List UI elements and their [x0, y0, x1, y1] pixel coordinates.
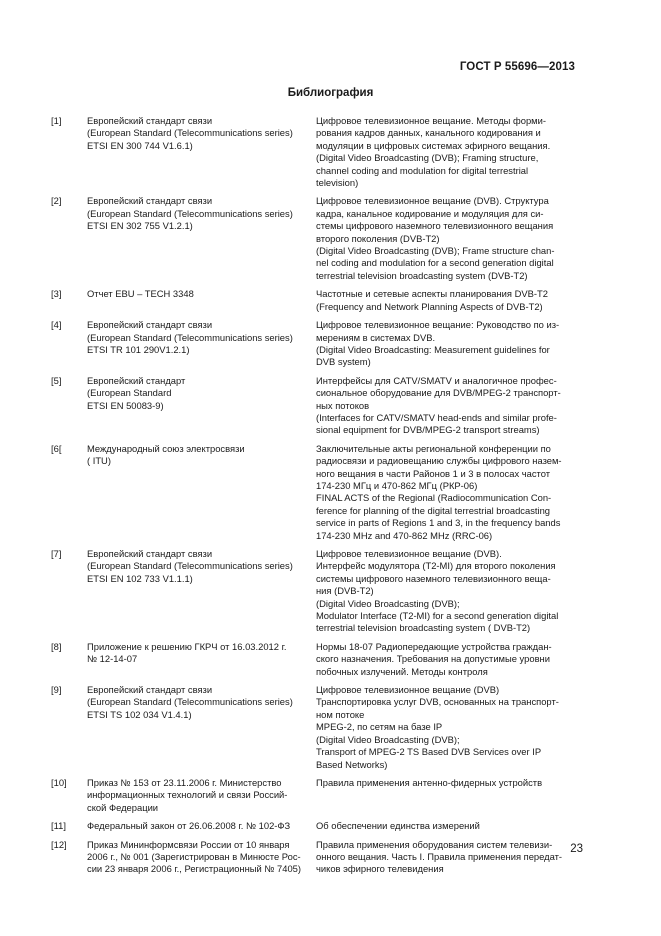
entry-description [315, 443, 581, 542]
entry-description-line: terrestrial television broadcasting system ( DVB-T2) [316, 622, 531, 634]
entry-description-line: кадра, канальное кодирование и модуляция для си- [316, 207, 544, 219]
entry-description-line: television) [316, 177, 359, 189]
entry-source-line: ETSI EN 50083-9) [87, 399, 164, 411]
entry-source-line: (European Standard (Telecommunications series) [87, 127, 293, 139]
bibliography-entry [51, 839, 581, 876]
entry-source [87, 115, 315, 189]
entry-description-line: Об обеспечении единства измерений [316, 820, 480, 832]
entry-description-line: (Digital Video Broadcasting (DVB); Frame structure chan- [316, 245, 555, 257]
entry-source-line: ской Федерации [87, 801, 159, 813]
entry-description-line: FINAL ACTS of the Regional (Radiocommunication Con- [316, 492, 552, 504]
entry-description-line: Интерфейсы для CATV/SMATV и аналогичное профес- [316, 374, 557, 386]
entry-description [315, 548, 581, 635]
entry-source-line: Европейский стандарт [87, 374, 186, 386]
entry-description [315, 195, 581, 282]
entry-description-line: service in parts of Regions 1 and 3, in the frequency bands [316, 517, 561, 529]
entry-source-line: (European Standard (Telecommunications series) [87, 696, 293, 708]
entry-number: [11] [51, 820, 66, 832]
entry-description-line: Заключительные акты региональной конференции по [316, 442, 551, 454]
entry-number: [1] [51, 115, 62, 126]
entry-description-line: Нормы 18-07 Радиопередающие устройства граждан- [316, 640, 552, 652]
entry-source-line: ETSI TS 102 034 V1.4.1) [87, 708, 192, 720]
bibliography-entry [51, 319, 581, 369]
entry-description-line: nel coding and modulation for a second generation digital [316, 257, 554, 269]
entry-description-line: Based Networks) [316, 758, 388, 770]
entry-source [87, 195, 315, 282]
entry-number: [12] [51, 838, 67, 850]
entry-number: [6[ [51, 442, 62, 454]
entry-source [87, 641, 315, 678]
entry-description-line: Цифровое телевизионное вещание. Методы форми- [316, 115, 546, 126]
entry-number: [9] [51, 684, 62, 696]
entry-description-line: ния (DVB-T2) [316, 585, 374, 597]
entry-description-line: DVB system) [316, 356, 371, 368]
entry-description-line: Правила применения антенно-фидерных устройств [316, 776, 543, 788]
entry-source-line: (European Standard (Telecommunications series) [87, 207, 293, 219]
entry-source-line: ( ITU) [87, 455, 111, 467]
entry-source-line: Европейский стандарт связи [87, 115, 213, 126]
bibliography-entry [51, 195, 581, 282]
entry-description-line: чиков эфирного телевидения [316, 863, 444, 875]
entry-number: [5] [51, 374, 62, 386]
entry-description [315, 375, 581, 437]
entry-description-line: (Frequency and Network Planning Aspects of DVB-T2) [316, 300, 543, 312]
entry-description [315, 115, 581, 189]
entry-description-line: (Digital Video Broadcasting (DVB); Framing structure, [316, 152, 539, 164]
bibliography-entry [51, 820, 581, 832]
entry-source [87, 839, 315, 876]
entry-source [87, 548, 315, 635]
bibliography-entry [51, 288, 581, 313]
entry-source-line: Европейский стандарт связи [87, 548, 213, 559]
entry-description-line: ном потоке [316, 708, 365, 720]
entry-source [87, 375, 315, 437]
entry-description-line: системы цифрового наземного телевизионного веща- [316, 572, 551, 584]
entry-description-line: сиональное оборудование для DVB/MPEG-2 транспорт- [316, 387, 561, 399]
entry-description-line: ного вещания в части Районов 1 и 3 в полосах частот [316, 467, 551, 479]
entry-description-line: радиосвязи и радиовещанию службы цифрового назем- [316, 455, 562, 467]
entry-description-line: второго поколения (DVB-T2) [316, 232, 440, 244]
entry-source-line: ETSI EN 302 755 V1.2.1) [87, 220, 193, 232]
entry-source-line: (European Standard [87, 387, 172, 399]
entry-description-line: terrestrial television broadcasting system (DVB-T2) [316, 269, 528, 281]
page-number: 23 [570, 843, 583, 855]
bibliography-entry [51, 641, 581, 678]
page-title: Библиография [287, 87, 374, 99]
entry-source-line: Приказ Мининформсвязи России от 10 января [87, 838, 290, 850]
entry-source-line: Европейский стандарт связи [87, 319, 213, 331]
entry-description-line: 174-230 МГц и 470-862 МГц (РКР-06) [316, 479, 478, 491]
entry-source [87, 319, 315, 369]
entry-source-line: 2006 г., № 001 (Зарегистрирован в Минюсте Рос- [87, 850, 301, 862]
entry-description-line: модуляции в цифровых системах эфирного вещания. [316, 139, 551, 151]
entry-description-line: channel coding and modulation for digital terrestrial [316, 164, 529, 176]
entry-source-line: Приказ № 153 от 23.11.2006 г. Министерство [87, 776, 282, 788]
entry-description-line: Цифровое телевизионное вещание (DVB). Структура [316, 195, 549, 207]
entry-description-line: Цифровое телевизионное вещание (DVB) [316, 684, 500, 696]
entry-source-line: Европейский стандарт связи [87, 684, 213, 696]
entry-description-line: Modulator Interface (T2-MI) for a second generation digital [316, 610, 559, 622]
entry-number: [7] [51, 548, 62, 559]
entry-description-line: ского назначения. Требования на допустимые уровни [316, 653, 550, 665]
bibliography-entry [51, 777, 581, 814]
entry-source [87, 288, 315, 313]
entry-source-line: Европейский стандарт связи [87, 195, 213, 207]
entry-number: [4] [51, 319, 62, 331]
entry-description-line: Цифровое телевизионное вещание (DVB). [316, 548, 502, 559]
bibliography-entry [51, 115, 581, 189]
entry-source-line: сии 23 января 2006 г., Регистрационный № 7405) [87, 863, 301, 875]
entry-description-line: Транспортировка услуг DVB, основанных на транспорт- [316, 696, 559, 708]
bibliography-entry [51, 684, 581, 771]
entry-source-line: ETSI TR 101 290V1.2.1) [87, 343, 190, 355]
entry-source [87, 777, 315, 814]
entry-description [315, 820, 581, 832]
entry-source [87, 443, 315, 542]
entry-description [315, 288, 581, 313]
entry-description-line: ных потоков [316, 399, 370, 411]
entry-description-line: Цифровое телевизионное вещание: Руководство по из- [316, 319, 560, 331]
bibliography-entry [51, 548, 581, 635]
entry-description [315, 777, 581, 814]
entry-description-line: побочных излучений. Методы контроля [316, 665, 488, 677]
bibliography-entry [51, 375, 581, 437]
entry-description-line: (Digital Video Broadcasting (DVB); [316, 597, 460, 609]
entry-source-line: информационных технологий и связи Россий- [87, 789, 288, 801]
entry-description-line: (Digital Video Broadcasting: Measurement guidelines for [316, 343, 550, 355]
entry-description [315, 641, 581, 678]
entry-source-line: (European Standard (Telecommunications series) [87, 331, 293, 343]
entry-description-line: Transport of MPEG-2 TS Based DVB Services over IP [316, 746, 542, 758]
entry-description-line: ference for planning of the digital terrestrial broadcasting [316, 504, 550, 516]
entry-description [315, 684, 581, 771]
entry-description-line: (Interfaces for CATV/SMATV head-ends and similar profe- [316, 411, 557, 423]
entry-source-line: Приложение к решению ГКРЧ от 16.03.2012 г. [87, 640, 287, 652]
entry-source-line: Отчет EBU – TECH 3348 [87, 288, 194, 300]
entry-description-line: мерениям в системах DVB. [316, 331, 436, 343]
entry-source [87, 820, 315, 832]
entry-description-line: онного вещания. Часть I. Правила применения передат- [316, 850, 563, 862]
entry-source-line: № 12-14-07 [87, 653, 138, 665]
entry-description [315, 319, 581, 369]
entry-description-line: sional equipment for DVB/MPEG-2 transport streams) [316, 424, 540, 436]
entry-source-line: Федеральный закон от 26.06.2008 г. № 102-ФЗ [87, 820, 291, 832]
entry-description-line: рования кадров данных, канального кодирования и [316, 127, 541, 139]
entry-number: [8] [51, 640, 62, 652]
entry-source-line: ETSI EN 102 733 V1.1.1) [87, 572, 193, 584]
entry-description-line: (Digital Video Broadcasting (DVB); [316, 733, 460, 745]
entry-source [87, 684, 315, 771]
entry-source-line: Международный союз электросвязи [87, 442, 245, 454]
entry-number: [2] [51, 195, 62, 207]
entry-number: [10] [51, 776, 67, 788]
bibliography-list [51, 115, 581, 882]
entry-source-line: ETSI EN 300 744 V1.6.1) [87, 139, 193, 151]
entry-description-line: 174-230 MHz and 470-862 MHz (RRC-06) [316, 529, 493, 541]
entry-number: [3] [51, 288, 62, 300]
entry-description [315, 839, 581, 876]
entry-description-line: стемы цифрового наземного телевизионного вещания [316, 220, 554, 232]
entry-description-line: MPEG-2, по сетям на базе IP [316, 721, 443, 733]
entry-description-line: Частотные и сетевые аспекты планирования DVB-T2 [316, 288, 548, 300]
document-code: ГОСТ Р 55696—2013 [459, 61, 575, 73]
entry-source-line: (European Standard (Telecommunications series) [87, 560, 293, 572]
entry-description-line: Правила применения оборудования систем телевизи- [316, 838, 553, 850]
entry-description-line: Интерфейс модулятора (T2-MI) для второго поколения [316, 560, 556, 572]
bibliography-entry [51, 443, 581, 542]
